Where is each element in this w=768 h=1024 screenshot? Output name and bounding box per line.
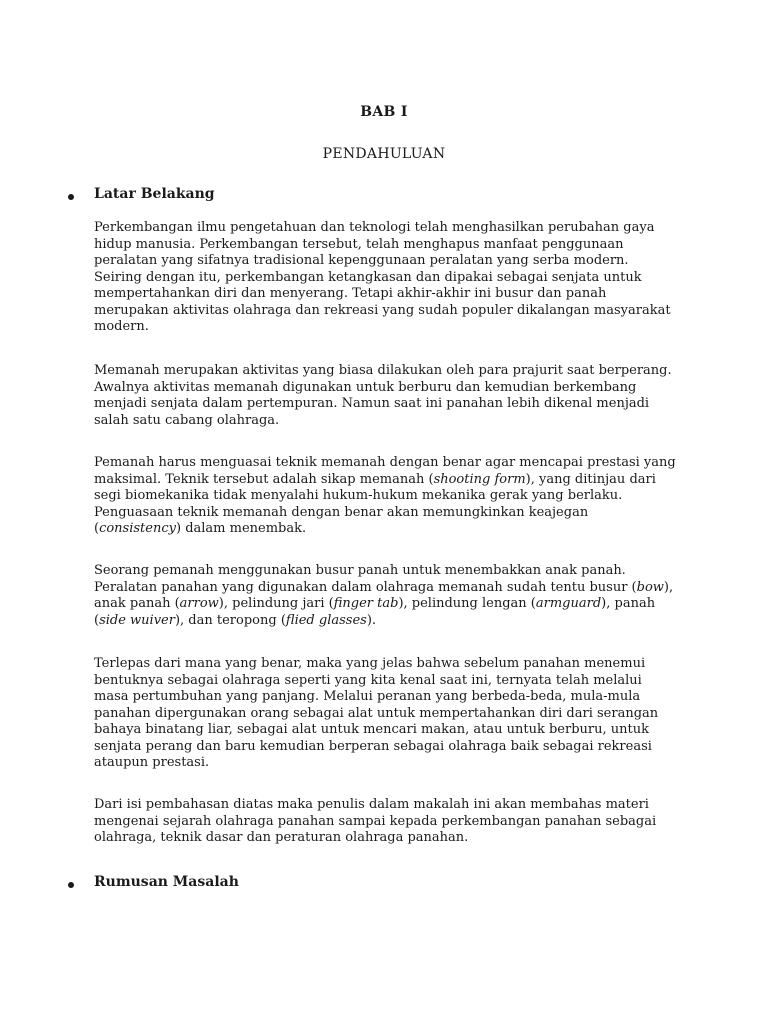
paragraph-4: Seorang pemanah menggunakan busur panah untuk menembakkan anak panah. Peralatan panahan yang digunakan dalam olahraga memanah sudah tentu busur (bow), anak panah (arrow), pelindung jari (finger tab), pelindung lengan (armguard), panah (side wuiver), dan teropong (flied glasses). <box>94 563 674 628</box>
paragraph-5: Terlepas dari mana yang benar, maka yang jelas bahwa sebelum panahan menemui bentuknya sebagai olahraga seperti yang kita kenal saat ini, ternyata telah melalui masa pertumbuhan yang panjang. Melalui peranan yang berbeda-beda, mula-mula panahan dipergunakan orang sebagai alat untuk mempertahankan diri dari serangan bahaya binatang liar, sebagai alat untuk mencari makan, atau untuk berburu, untuk senjata perang dan baru kemudian berperan sebagai olahraga baik sebagai rekreasi ataupun prestasi. <box>94 656 659 770</box>
paragraph-2: Memanah merupakan aktivitas yang biasa dilakukan oleh para prajurit saat berperang. Awalnya aktivitas memanah digunakan untuk berburu dan kemudian berkembang menjadi senjata dalam pertempuran. Namun saat ini panahan lebih dikenal menjadi salah satu cabang olahraga. <box>94 363 672 428</box>
paragraph-3: Pemanah harus menguasai teknik memanah dengan benar agar mencapai prestasi yang maksimal. Teknik tersebut adalah sikap memanah (shooting form), yang ditinjau dari segi biomekanika tidak menyalahi hukum-hukum mekanika gerak yang berlaku. Penguasaan teknik memanah dengan benar akan memungkinkan keajegan (consistency) dalam menembak. <box>94 455 676 536</box>
chapter-title: PENDAHULUAN <box>322 146 446 162</box>
section-title-rumusan-masalah: Rumusan Masalah <box>94 874 239 890</box>
bullet-icon <box>68 194 74 200</box>
bullet-icon <box>68 882 74 888</box>
paragraph-1: Perkembangan ilmu pengetahuan dan teknologi telah menghasilkan perubahan gaya hidup manusia. Perkembangan tersebut, telah menghapus manfaat penggunaan peralatan yang sifatnya tradisional kepenggunaan peralatan yang serba modern. Seiring dengan itu, perkembangan ketangkasan dan dipakai sebagai senjata untuk mempertahankan diri dan menyerang. Tetapi akhir-akhir ini busur dan panah merupakan aktivitas olahraga dan rekreasi yang sudah populer dikalangan masyarakat modern. <box>94 220 671 334</box>
paragraph-6: Dari isi pembahasan diatas maka penulis dalam makalah ini akan membahas materi mengenai sejarah olahraga panahan sampai kepada perkembangan panahan sebagai olahraga, teknik dasar dan peraturan olahraga panahan. <box>94 797 657 845</box>
chapter-number: BAB I <box>360 104 408 120</box>
section-title-latar-belakang: Latar Belakang <box>94 186 215 202</box>
